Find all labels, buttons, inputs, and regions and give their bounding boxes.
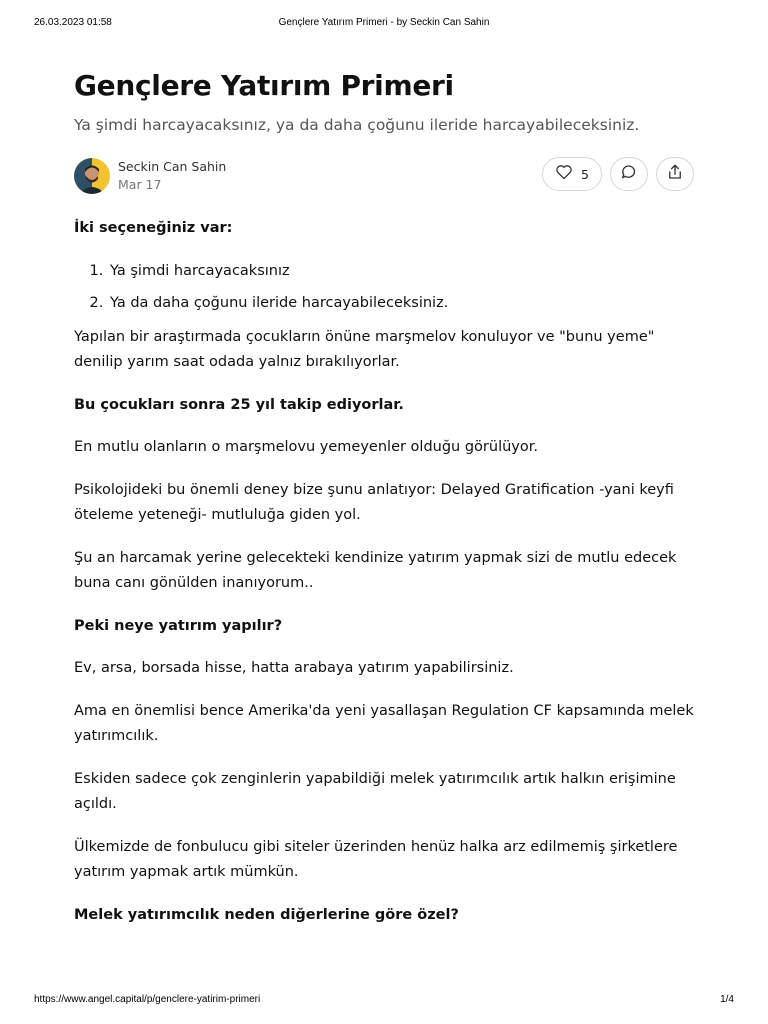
paragraph: Ama en önemlisi bence Amerika'da yeni yasallaşan Regulation CF kapsamında melek yatırımcılık.: [74, 702, 694, 744]
share-button[interactable]: [656, 157, 694, 191]
options-list: [74, 259, 694, 317]
post-actions: [542, 157, 694, 191]
author-info: [118, 158, 226, 194]
post-date: Mar 17: [118, 177, 162, 192]
paragraph: En mutlu olanların o marşmelovu yemeyenler olduğu görülüyor.: [74, 439, 538, 455]
article-title: Gençlere Yatırım Primeri: [74, 69, 454, 102]
paragraph: Psikolojideki bu önemli deney bize şunu anlatıyor: Delayed Gratification -yani keyfi öteleme yeteneği- mutluluğa giden yol.: [74, 481, 674, 523]
list-item: 1. Ya şimdi harcayacaksınız: [108, 259, 694, 285]
article-meta: [74, 158, 694, 198]
section-heading: Melek yatırımcılık neden diğerlerine göre özel?: [74, 906, 459, 923]
section-heading: Peki neye yatırım yapılır?: [74, 617, 283, 634]
paragraph: Eskiden sadece çok zenginlerin yapabildiği melek yatırımcılık artık halkın erişimine açıldı.: [74, 770, 676, 812]
bold-paragraph: Bu çocukları sonra 25 yıl takip ediyorlar.: [74, 396, 404, 413]
article-subtitle: Ya şimdi harcayacaksınız, ya da daha çoğunu ileride harcayabileceksiniz.: [74, 116, 640, 134]
comment-button[interactable]: [610, 157, 648, 191]
print-url: https://www.angel.capital/p/genclere-yatirim-primeri: [34, 994, 261, 1005]
paragraph: Şu an harcamak yerine gelecekteki kendinize yatırım yapmak sizi de mutlu edecek buna canı gönülden inanıyorum..: [74, 549, 677, 591]
article-body: [74, 216, 694, 928]
print-header: [34, 17, 734, 28]
like-button[interactable]: [542, 157, 602, 191]
share-icon: [666, 163, 684, 186]
heading-options: İki seçeneğiniz var:: [74, 220, 233, 236]
print-datetime: 26.03.2023 01:58: [34, 17, 112, 28]
print-page-number: 1/4: [720, 994, 734, 1005]
paragraph: Yapılan bir araştırmada çocukların önüne marşmelov konuluyor ve "bunu yeme" denilip yarım saat odada yalnız bırakılıyorlar.: [74, 328, 655, 370]
print-footer: [34, 994, 734, 1005]
author-name[interactable]: Seckin Can Sahin: [118, 159, 227, 174]
author-avatar[interactable]: [74, 158, 110, 194]
print-page-title: Gençlere Yatırım Primeri - by Seckin Can Sahin: [278, 17, 490, 28]
paragraph: Ev, arsa, borsada hisse, hatta arabaya yatırım yapabilirsiniz.: [74, 660, 514, 676]
article: [74, 66, 694, 945]
heart-icon: [555, 164, 573, 185]
like-count: 5: [581, 166, 589, 182]
list-item: 2. Ya da daha çoğunu ileride harcayabileceksiniz.: [108, 291, 694, 317]
comment-icon: [620, 163, 638, 186]
paragraph: Ülkemizde de fonbulucu gibi siteler üzerinden henüz halka arz edilmemiş şirketlere yatırım yapmak artık mümkün.: [74, 838, 678, 880]
